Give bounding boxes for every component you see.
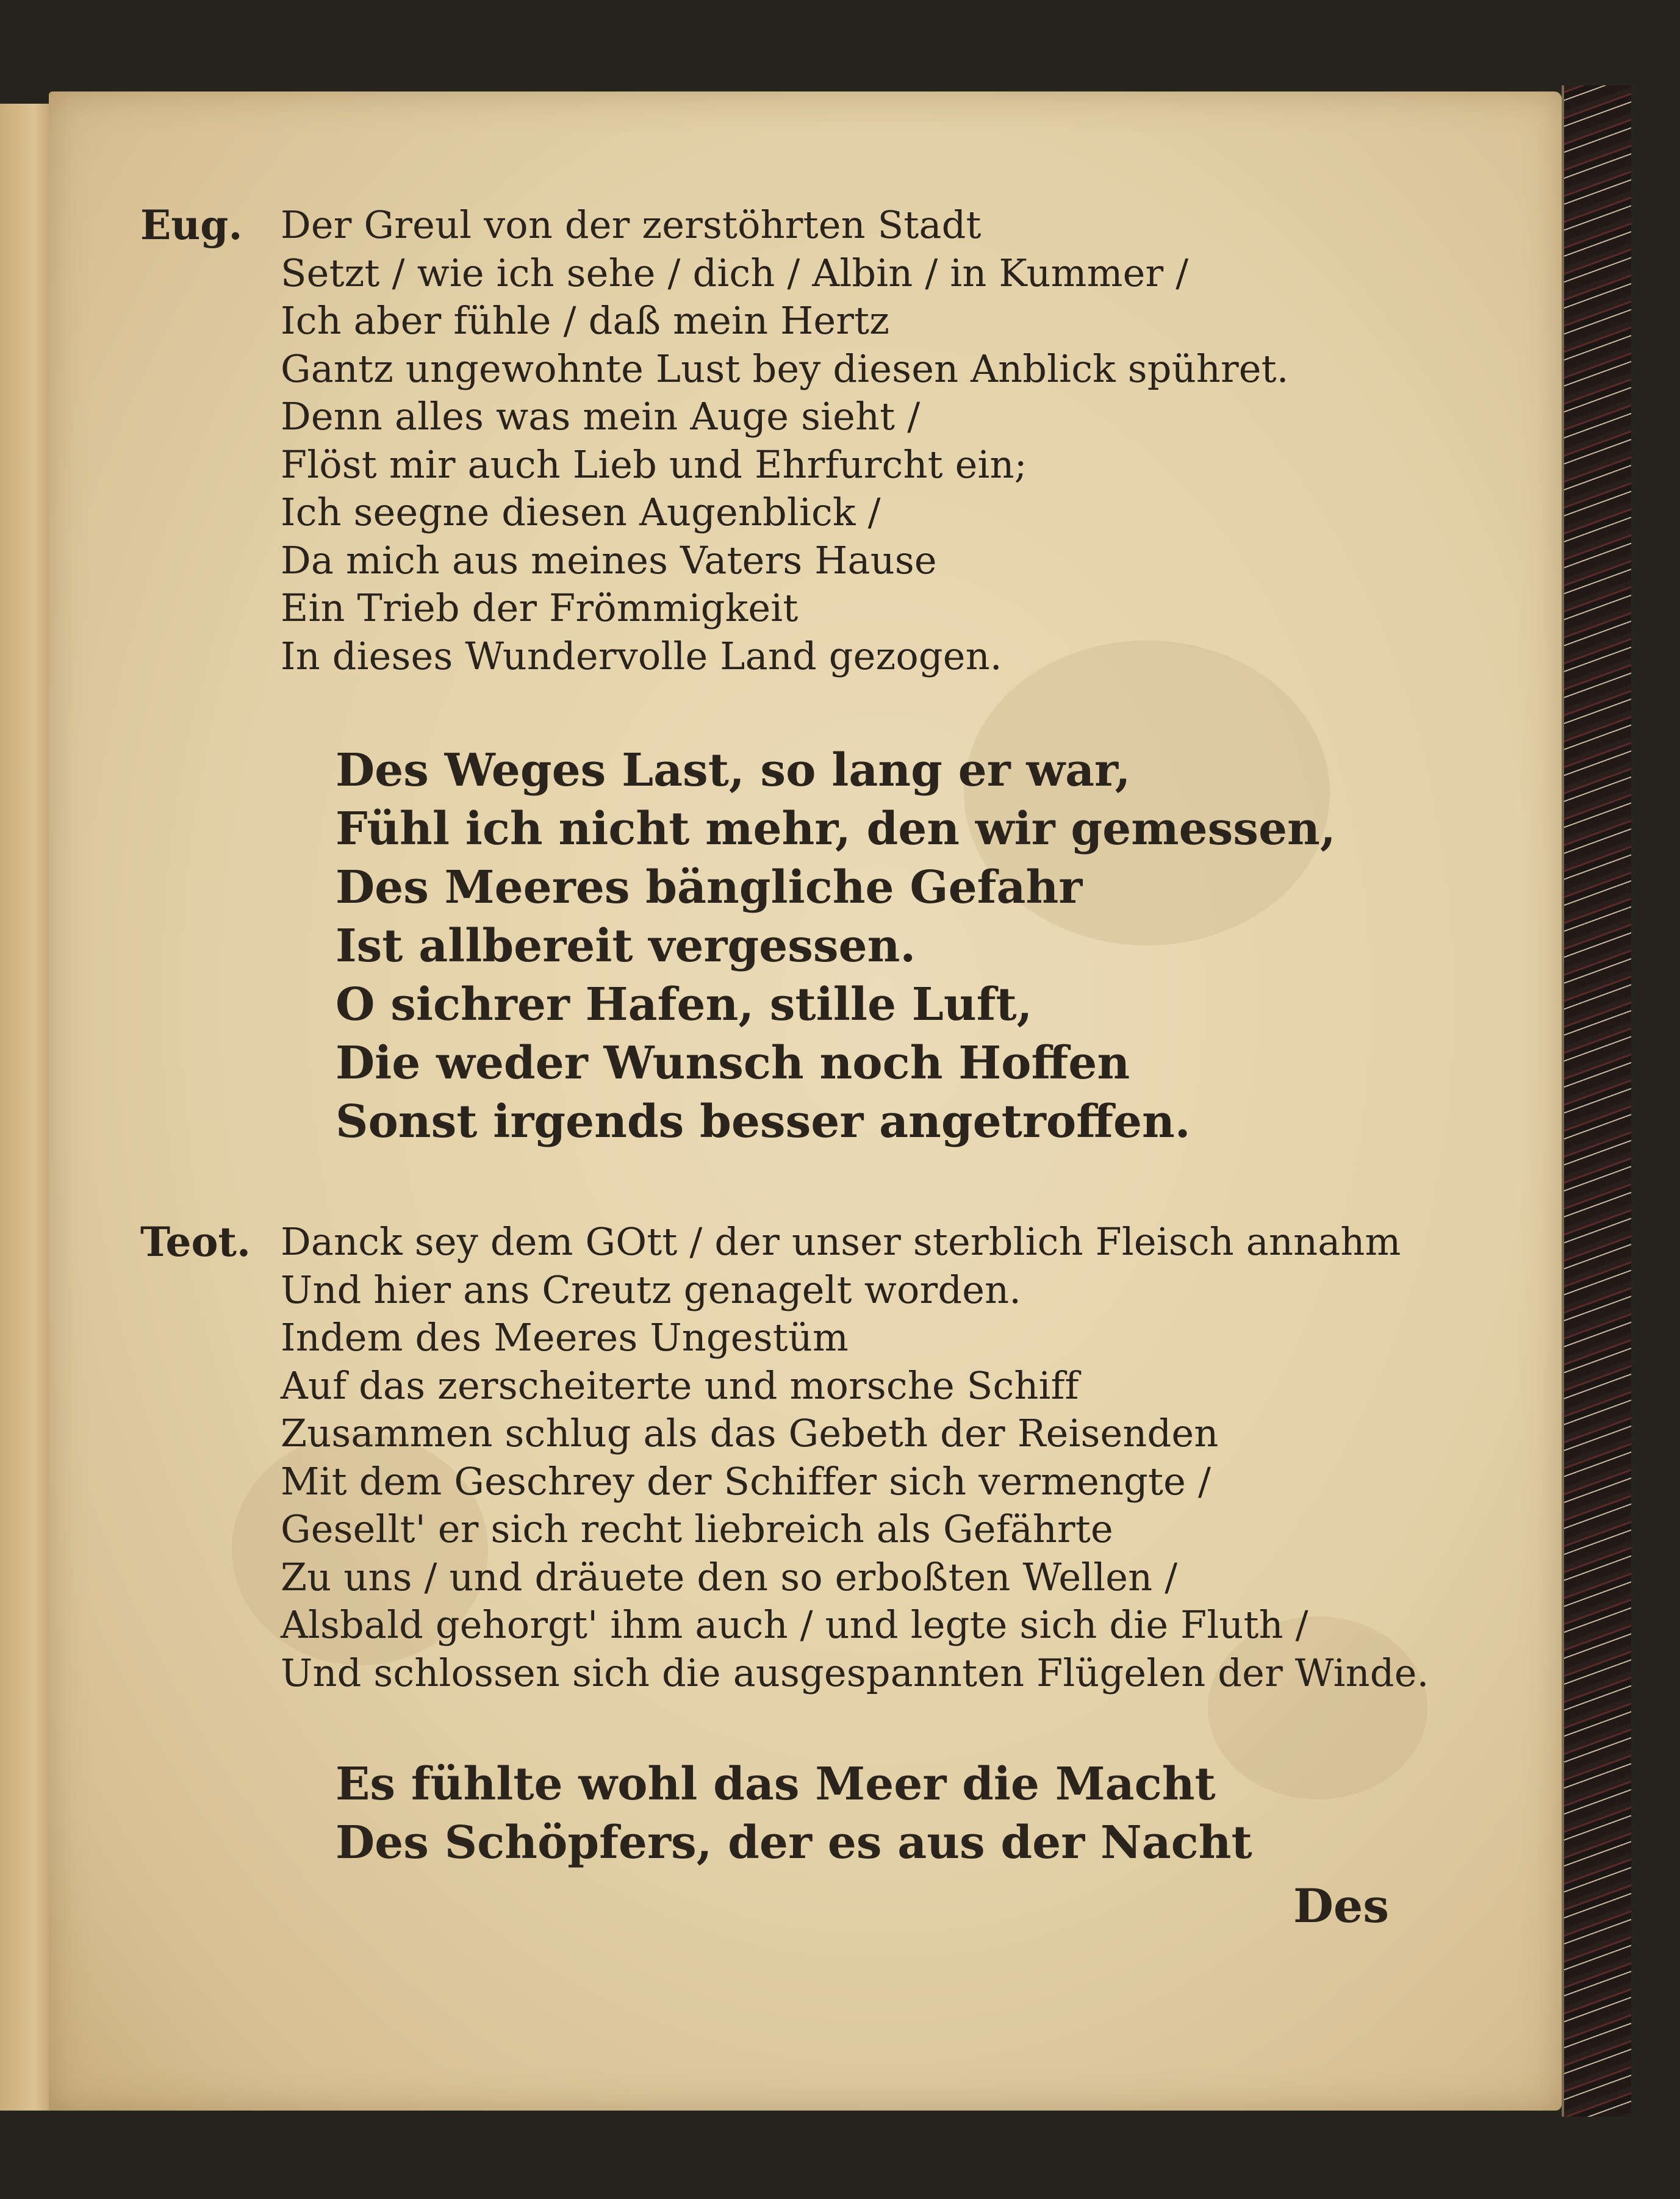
verse-line: Ein Trieb der Frömmigkeit	[281, 586, 799, 630]
speech-lines	[281, 201, 1543, 680]
aria-stanza	[336, 1755, 1543, 1872]
verse-line: Und schlossen sich die ausgespannten Flügelen der Winde.	[281, 1650, 1429, 1695]
aria-stanza	[336, 741, 1543, 1151]
aria-line: Des Meeres bängliche Gefahr	[336, 861, 1083, 914]
aria-line: Ist allbereit vergessen.	[336, 920, 916, 972]
verse-line: Zu uns / und dräuete den so erboßten Wellen /	[281, 1554, 1178, 1599]
speaker-label: Teot.	[140, 1218, 251, 1266]
aria-line: Die weder Wunsch noch Hoffen	[336, 1037, 1130, 1089]
verse-line: Alsbald gehorgt' ihm auch / und legte sich die Fluth /	[281, 1602, 1308, 1647]
book-page	[49, 91, 1562, 2111]
verse-line: Ich aber fühle / daß mein Hertz	[281, 298, 890, 343]
verse-line: Der Greul von der zerstöhrten Stadt	[281, 203, 982, 247]
verse-line: In dieses Wundervolle Land gezogen.	[281, 633, 1002, 678]
verse-line: Gesellt' er sich recht liebreich als Gefährte	[281, 1507, 1113, 1551]
verse-line: Und hier ans Creutz genagelt worden.	[281, 1267, 1022, 1312]
speaker-label: Eug.	[140, 201, 243, 249]
verse-line: Mit dem Geschrey der Schiffer sich vermengte /	[281, 1458, 1212, 1504]
verse-line: Danck sey dem GOtt / der unser sterblich Fleisch annahm	[281, 1219, 1401, 1264]
verse-line: Zusammen schlug als das Gebeth der Reisenden	[281, 1411, 1219, 1455]
aria-line: Des Schöpfers, der es aus der Nacht	[336, 1817, 1252, 1869]
marbled-cover-edge	[1562, 85, 1631, 2117]
speech-lines	[281, 1218, 1543, 1697]
verse-line: Ich seegne diesen Augenblick /	[281, 490, 881, 534]
verse-line: Denn alles was mein Auge sieht /	[281, 394, 921, 439]
verse-line: Gantz ungewohnte Lust bey diesen Anblick spühret.	[281, 346, 1289, 391]
aria-line: Es fühlte wohl das Meer die Macht	[336, 1758, 1216, 1810]
page-text	[140, 201, 1543, 1872]
aria-line: Sonst irgends besser angetroffen.	[336, 1096, 1191, 1148]
aria-line: O sichrer Hafen, stille Luft,	[336, 978, 1033, 1031]
catchword: Des	[1293, 1879, 1390, 1933]
verse-line: Indem des Meeres Ungestüm	[281, 1315, 849, 1360]
verse-line: Flöst mir auch Lieb und Ehrfurcht ein;	[281, 442, 1027, 487]
speech-eugenio	[140, 201, 1543, 680]
speech-teotimo	[140, 1218, 1543, 1697]
verse-line: Setzt / wie ich sehe / dich / Albin / in Kummer /	[281, 250, 1189, 295]
aria-line: Fühl ich nicht mehr, den wir gemessen,	[336, 803, 1336, 855]
aria-line: Des Weges Last, so lang er war,	[336, 744, 1131, 797]
verse-line: Da mich aus meines Vaters Hause	[281, 537, 937, 583]
verse-line: Auf das zerscheiterte und morsche Schiff	[281, 1363, 1079, 1408]
